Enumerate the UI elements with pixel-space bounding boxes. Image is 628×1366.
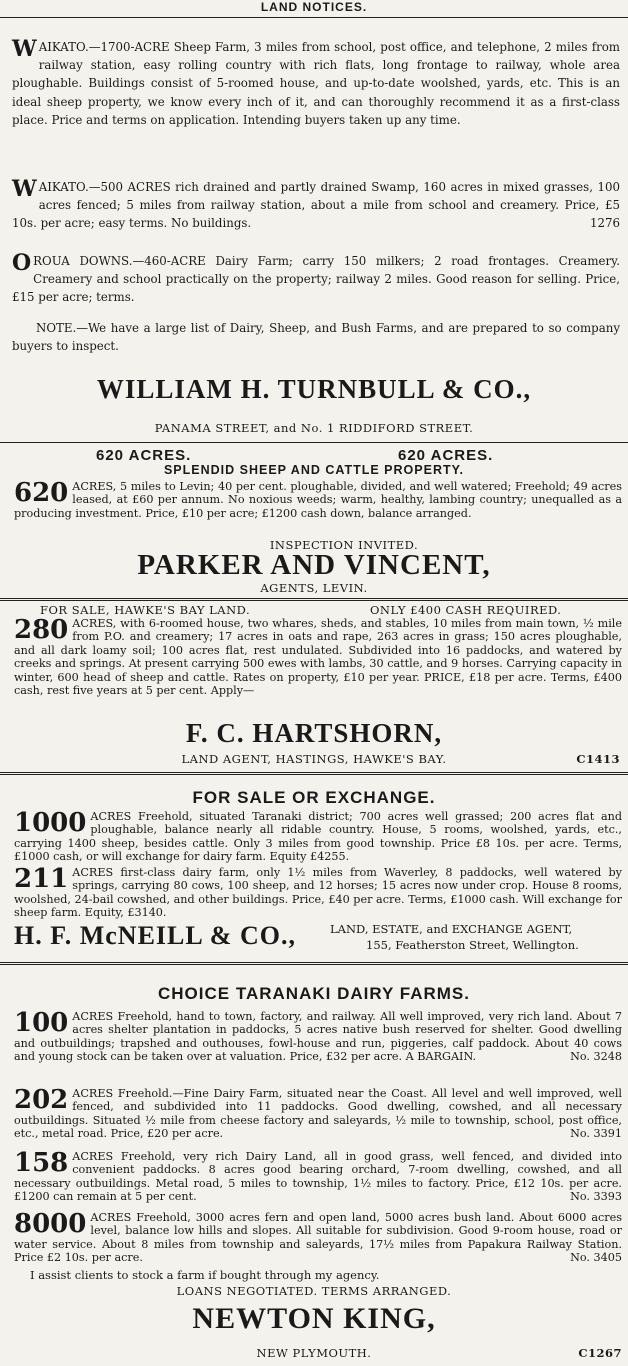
ad-text: ACRES Freehold, hand to town, factory, and railway. All well improved, very rich land. About 7 acres shelter plantation in paddocks, 5 acres native bush reserved for shelter. Good dwelling and outbuildings; trapshed and outhouses, fowl-house and run, piggeries, calf paddock. About 40 cows and young stock can be taken over at valuation. Price, £32 per acre. A BARGAIN. [14,1010,622,1064]
ad-text: ROUA DOWNS.—460-ACRE Dairy Farm; carry 150 milkers; 2 road frontages. Creamery. Creamery and school practically on the property; railway 2 miles. Good reason for selling. Price, £15 per acre; terms. [12,254,620,305]
parker-subhead: SPLENDID SHEEP AND CATTLE PROPERTY. [163,463,465,477]
divider [0,442,628,443]
ad-text: ACRES first-class dairy farm, only 1½ miles from Waverley, 8 paddocks, well watered by springs, carrying 80 cows, 100 sheep, and 12 horses; 15 acres now under crop. House 8 rooms, woolshed, 24-bail cowshed, and other buildings. Price, £40 per acre. Terms, £1000 cash. Will exchange for sheep farm. Equity, £3140. [14,866,622,920]
header-rule [0,17,628,18]
newton-firm-name: NEWTON KING, [192,1302,436,1335]
hartshorn-address: LAND AGENT, HASTINGS, HAWKE'S BAY. [181,752,447,766]
headline-left: FOR SALE, HAWKE'S BAY LAND. [40,603,251,617]
acreage-number: 620 [14,478,69,508]
ad-text: ACRES Freehold, 3000 acres fern and open land, 5000 acres bush land. About 6000 acres level, balance low hills and slopes. All suitable for subdivision. Good 9-room house, road or water service. About 8 miles from township and saleyards, 17½ miles from Papakura Railway Station. Price £2 10s. per acre. [14,1211,622,1265]
ad-ref: C1413 [576,752,620,766]
ad-ref: No. 3248 [570,1050,622,1064]
newton-headline: CHOICE TARANAKI DAIRY FARMS. [158,984,470,1003]
hartshorn-address-line [0,752,628,768]
turnbull-address: PANAMA STREET, and No. 1 RIDDIFORD STREET. [154,421,474,435]
mcneill-firm-name: H. F. McNEILL & CO., [14,921,296,950]
ad-ref: No. 3405 [570,1251,622,1265]
acreage-number: 1000 [14,808,87,838]
parker-inspection: INSPECTION INVITED. [269,538,419,552]
turnbull-note: NOTE.—We have a large list of Dairy, Sheep, and Bush Farms, and are prepared to so company buyers to inspect. [12,321,620,354]
hartshorn-headline [0,603,628,617]
ad-text: ACRES Freehold.—Fine Dairy Farm, situated near the Coast. All level and well improved, well fenced, and subdivided into 11 paddocks. Good dwelling, cowshed, and all necessary outbuildings. Situated ½ mile from cheese factory and saleyards, ½ mile to township, school, post office, etc., metal road. Price, £20 per acre. [14,1087,622,1141]
divider [0,772,628,775]
mcneill-signature [0,920,628,960]
acreage-number: 202 [14,1085,69,1115]
ad-ref: No. 3393 [570,1190,622,1204]
ad-text: AIKATO.—1700-ACRE Sheep Farm, 3 miles from school, post office, and telephone, 2 miles from railway station, easy rolling country with rich flats, long frontage to railway, whole area ploughable. Buildings consist of 5-roomed house, and up-to-date woolshed, yards, etc. This is an ideal sheep property, we know every inch of it, and can thoroughly recommend it as a first-class place. Price and terms on application. Intending buyers taken up any time. [12,40,620,127]
divider [0,962,628,965]
drop-cap: W [12,176,37,202]
acreage-number: 8000 [14,1209,87,1239]
mcneill-agency: LAND, ESTATE, and EXCHANGE AGENT, [330,922,573,936]
section-header: LAND NOTICES. [260,0,368,14]
mcneill-ad-211 [0,866,628,920]
ad-ref: C1267 [578,1346,622,1360]
parker-ad [0,480,628,520]
newton-ad-100 [0,1010,628,1064]
parker-agents: AGENTS, LEVIN. [260,581,368,595]
ad-text: ACRES Freehold, situated Taranaki district; 700 acres well grassed; 200 acres flat and ploughable, balance nearly all ridable country. House, 5 rooms, woolshed, yards, etc., carrying 1400 sheep, besides cattle. Only 3 miles from good township. Price £8 10s. per acre. Terms, £1000 cash, or will exchange for dairy farm. Equity £4255. [14,810,622,864]
newton-loans: LOANS NEGOTIATED. TERMS ARRANGED. [176,1284,452,1298]
ad-text: AIKATO.—500 ACRES rich drained and partly drained Swamp, 160 acres in mixed grasses, 100 acres fenced; 5 miles from railway station, about a mile from school and creamery. Price, £5 10s. per acre; easy terms. No buildings. [12,180,620,231]
acreage-number: 280 [14,615,69,645]
newton-address: NEW PLYMOUTH. [256,1346,372,1360]
newton-assist: I assist clients to stock a farm if bought through my agency. [30,1268,380,1282]
headline-right: ONLY £400 CASH REQUIRED. [370,603,562,617]
ad-text: ACRES, 5 miles to Levin; 40 per cent. ploughable, divided, and well watered; Freehold; 49 acres leased, at £60 per annum. No noxious weeds; warm, healthy, lambing country; unequalled as a producing investment. Price, £10 per acre; £1200 cash down, balance arranged. [14,480,622,520]
headline-left: 620 ACRES. [96,447,192,464]
drop-cap: W [12,36,37,62]
ad-ref: 1276 [589,216,620,231]
ad-oroua-downs [0,252,628,307]
newton-ad-158 [0,1150,628,1204]
ad-waikato-swamp [0,178,628,233]
mcneill-street: 155, Featherston Street, Wellington. [366,938,579,952]
mcneill-ad-1000 [0,810,628,864]
hartshorn-ad [0,617,628,697]
acreage-number: 211 [14,864,69,894]
divider [0,598,628,601]
acreage-number: 100 [14,1008,69,1038]
parker-firm-name: PARKER AND VINCENT, [137,549,491,581]
headline-right: 620 ACRES. [398,447,494,464]
mcneill-headline: FOR SALE OR EXCHANGE. [192,788,436,807]
acreage-number: 158 [14,1148,69,1178]
newton-address-line [0,1346,628,1362]
drop-cap: O [12,250,32,276]
ad-waikato-sheep-farm [0,38,628,129]
hartshorn-firm-name: F. C. HARTSHORN, [185,718,443,748]
turnbull-firm-name: WILLIAM H. TURNBULL & CO., [96,374,532,404]
ad-text: ACRES, with 6-roomed house, two whares, sheds, and stables, 10 miles from main town, ½ mile from P.O. and creamery; 17 acres in oats and rape, 263 acres in grass; 150 acres ploughable, and all dark loamy soil; 100 acres flat, rest undulated. Subdivided into 16 paddocks, and watered by creeks and springs. At present carrying 500 ewes with lambs, 30 cattle, and 9 horses. Carrying capacity in winter, 600 head of sheep and cattle. Rates on property, £10 per year. PRICE, £18 per acre. Terms, £400 cash, rest five years at 5 per cent. Apply— [14,617,622,698]
ad-text: ACRES Freehold, very rich Dairy Land, all in good grass, well fenced, and divided into convenient paddocks. 8 acres good bearing orchard, 7-room dwelling, cowshed, and all necessary outbuildings. Metal road, 5 miles to township, 1½ miles to factory. Price, £12 10s. per acre. £1200 can remain at 5 per cent. [14,1150,622,1204]
newton-ad-202 [0,1087,628,1141]
ad-ref: No. 3391 [570,1127,622,1141]
newton-ad-8000 [0,1211,628,1265]
